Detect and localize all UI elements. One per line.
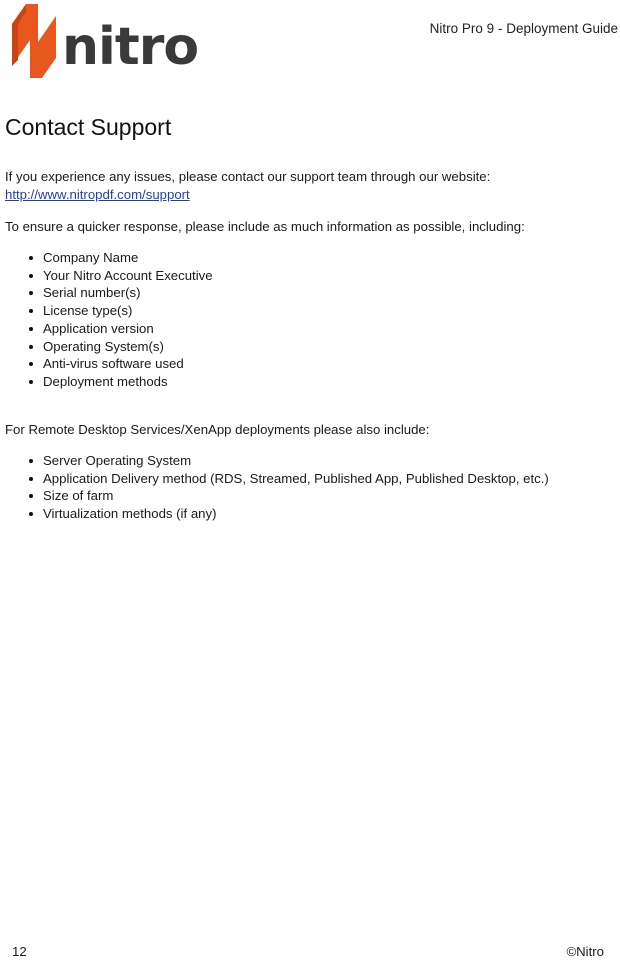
nitro-logo-icon [4, 2, 204, 80]
support-link[interactable]: http://www.nitropdf.com/support [5, 187, 190, 202]
list-item: Virtualization methods (if any) [26, 505, 549, 523]
remote-list [26, 452, 549, 523]
list-item: Anti-virus software used [26, 355, 213, 373]
list-item: Operating System(s) [26, 338, 213, 356]
list-item: Serial number(s) [26, 284, 213, 302]
copyright: ©Nitro [566, 944, 604, 959]
list-item: Company Name [26, 249, 213, 267]
info-list [26, 249, 213, 391]
list-item: License type(s) [26, 302, 213, 320]
list-item: Size of farm [26, 487, 549, 505]
nitro-logo [4, 2, 204, 80]
list-item: Application version [26, 320, 213, 338]
list-item: Application Delivery method (RDS, Streamed, Published App, Published Desktop, etc.) [26, 470, 549, 488]
logo-wordmark: nitro [62, 17, 199, 77]
list-item: Your Nitro Account Executive [26, 267, 213, 285]
document-title: Nitro Pro 9 - Deployment Guide [429, 21, 618, 36]
list-item: Deployment methods [26, 373, 213, 391]
list-item: Server Operating System [26, 452, 549, 470]
remote-paragraph: For Remote Desktop Services/XenApp deployments please also include: [5, 422, 430, 437]
section-heading: Contact Support [5, 114, 172, 140]
page-number: 12 [12, 944, 27, 959]
intro-paragraph [5, 168, 490, 204]
info-paragraph: To ensure a quicker response, please include as much information as possible, including: [5, 219, 525, 234]
intro-text: If you experience any issues, please contact our support team through our website: [5, 169, 491, 184]
